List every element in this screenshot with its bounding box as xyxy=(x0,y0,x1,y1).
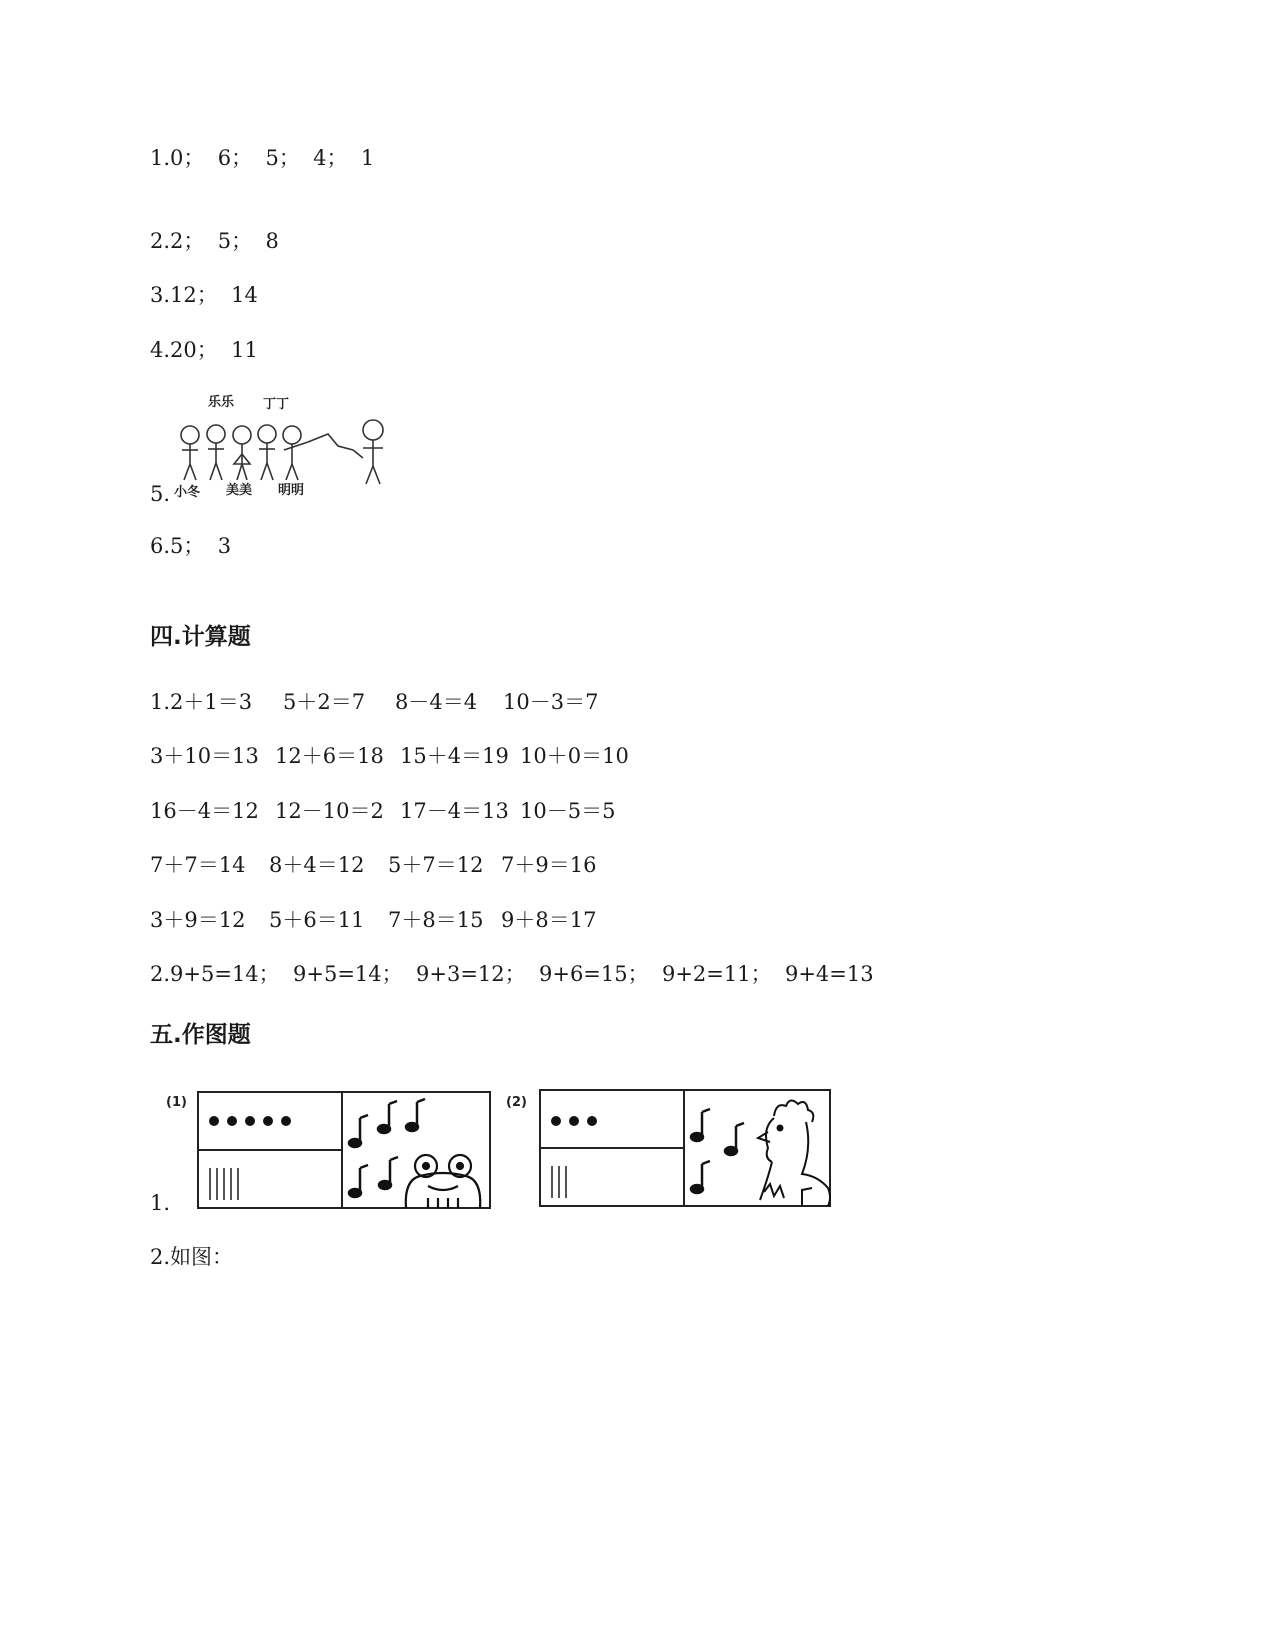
dots-three xyxy=(551,1116,597,1126)
panel-2-label: (2) xyxy=(506,1095,527,1110)
calc-item: 12＋6＝18 xyxy=(275,744,384,768)
child-figure xyxy=(283,426,308,480)
calc-item: 10－5＝5 xyxy=(520,799,616,823)
dots-five xyxy=(209,1116,291,1126)
children-queue-figure xyxy=(168,388,408,508)
label-dingding: 丁丁 xyxy=(263,397,290,412)
answer-line-3: 3.12； 14 xyxy=(150,283,258,307)
drawing-panel-2 xyxy=(506,1088,836,1213)
calc-item: 10－3＝7 xyxy=(503,690,599,714)
panel-1-label: (1) xyxy=(166,1095,187,1110)
calc-item: 7＋7＝14 xyxy=(150,853,246,877)
calc-item-2: 2.9+5=14； 9+5=14； 9+3=12； 9+6=15； 9+2=11； 9+4=13 xyxy=(150,962,874,986)
answer-line-5: 5. xyxy=(150,482,171,506)
label-lele: 乐乐 xyxy=(208,395,235,410)
drawing-panel-1 xyxy=(166,1088,496,1213)
music-notes xyxy=(349,1099,425,1197)
calc-item: 1.2＋1＝3 xyxy=(150,690,253,714)
tally-three xyxy=(552,1166,566,1198)
calc-item: 8＋4＝12 xyxy=(269,853,365,877)
calc-item: 17－4＝13 xyxy=(400,799,509,823)
child-figure xyxy=(258,425,276,480)
music-note-icon xyxy=(406,1099,425,1131)
child-figure xyxy=(233,426,251,480)
label-meimei: 美美 xyxy=(226,483,253,498)
answer-line-1: 1.0； 6； 5； 4； 1 xyxy=(150,146,375,170)
child-figure xyxy=(181,426,199,480)
music-notes xyxy=(691,1109,744,1193)
answer-line-4: 4.20； 11 xyxy=(150,338,258,362)
calc-row-2 xyxy=(150,742,629,770)
music-note-icon xyxy=(379,1157,398,1189)
calc-item: 7＋9＝16 xyxy=(501,853,597,877)
rooster-icon xyxy=(758,1100,830,1206)
frog-icon xyxy=(406,1155,480,1208)
calc-item: 9＋8＝17 xyxy=(501,908,597,932)
calc-item: 16－4＝12 xyxy=(150,799,259,823)
calc-item: 5＋7＝12 xyxy=(388,853,484,877)
flag-rope xyxy=(308,434,363,458)
drawing-item-1-prefix: 1. xyxy=(150,1191,171,1215)
drawing-item-2: 2.如图： xyxy=(150,1245,234,1269)
calc-row-1 xyxy=(150,688,598,716)
calc-item: 5＋2＝7 xyxy=(283,690,366,714)
calc-item: 10＋0＝10 xyxy=(520,744,629,768)
music-note-icon xyxy=(349,1165,368,1197)
calc-row-5 xyxy=(150,906,596,934)
teacher-figure xyxy=(363,420,383,484)
music-note-icon xyxy=(691,1109,710,1141)
label-xiaodong: 小冬 xyxy=(174,485,201,500)
calc-row-4 xyxy=(150,851,596,879)
answer-line-6: 6.5； 3 xyxy=(150,534,232,558)
calc-item: 3＋10＝13 xyxy=(150,744,259,768)
answer-line-2: 2.2； 5； 8 xyxy=(150,229,279,253)
music-note-icon xyxy=(725,1123,744,1155)
section-4-title: 四.计算题 xyxy=(150,624,251,650)
section-5-title: 五.作图题 xyxy=(150,1022,251,1048)
child-figure xyxy=(207,425,225,480)
calc-row-3 xyxy=(150,797,615,825)
calc-item: 5＋6＝11 xyxy=(269,908,365,932)
calc-item: 15＋4＝19 xyxy=(400,744,509,768)
calc-item: 3＋9＝12 xyxy=(150,908,246,932)
music-note-icon xyxy=(691,1161,710,1193)
tally-five xyxy=(210,1168,238,1200)
music-note-icon xyxy=(349,1115,368,1147)
music-note-icon xyxy=(378,1101,397,1133)
calc-item: 12－10＝2 xyxy=(275,799,384,823)
calc-item: 8－4＝4 xyxy=(395,690,478,714)
calc-item: 7＋8＝15 xyxy=(388,908,484,932)
label-mingming: 明明 xyxy=(278,483,305,498)
